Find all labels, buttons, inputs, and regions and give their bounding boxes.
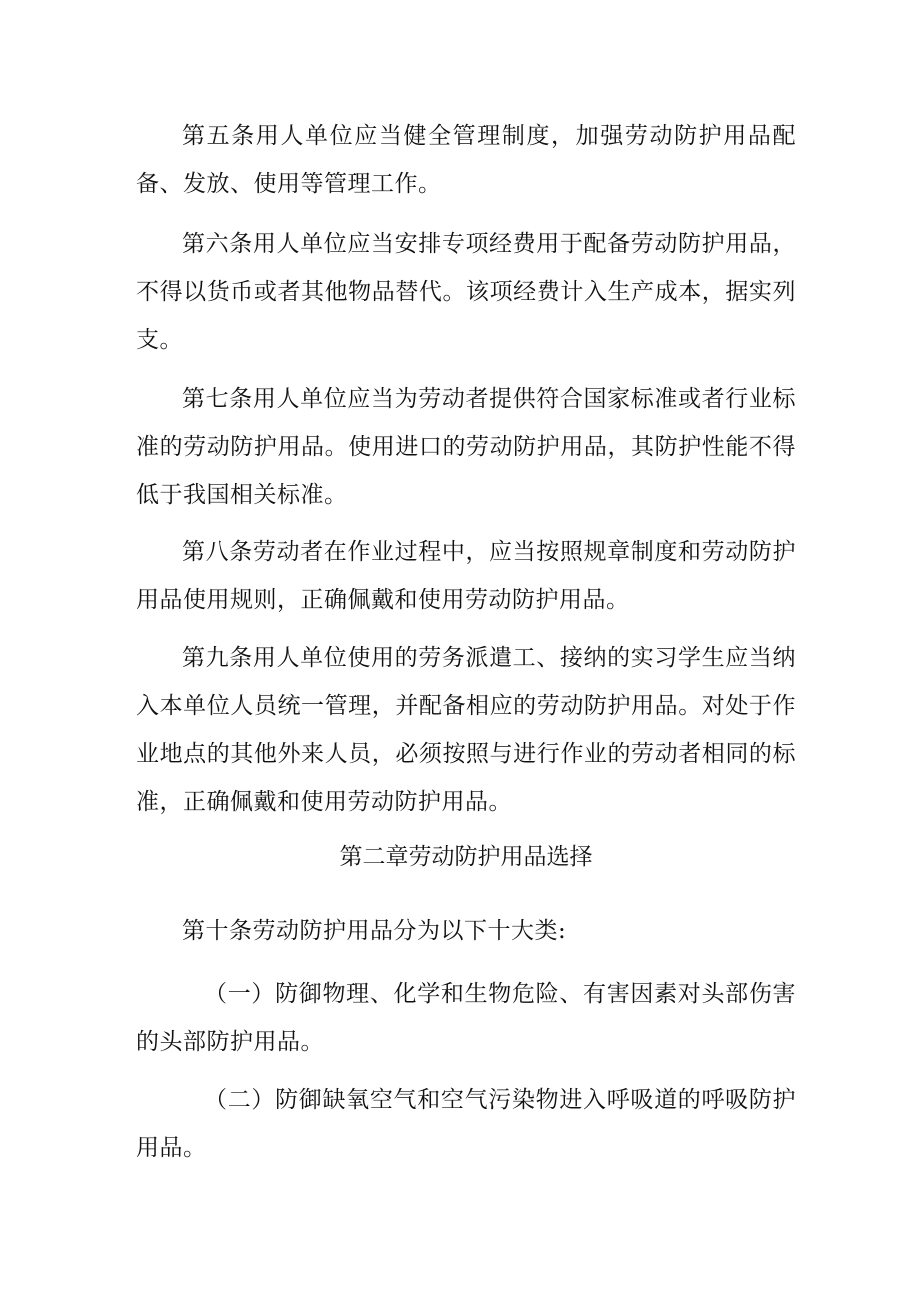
article-7-paragraph: 第七条用人单位应当为劳动者提供符合国家标准或者行业标准的劳动防护用品。使用进口的劳动防护用品，其防护性能不得低于我国相关标准。 [136, 386, 796, 508]
article-9-paragraph: 第九条用人单位使用的劳务派遣工、接纳的实习学生应当纳入本单位人员统一管理，并配备相应的劳动防护用品。对处于作业地点的其他外来人员，必须按照与进行作业的劳动者相同的标准，正确佩戴和使用劳动防护用品。 [136, 645, 796, 815]
article-10-paragraph: 第十条劳动防护用品分为以下十大类: [182, 918, 567, 944]
chapter-2-heading: 第二章劳动防护用品选择 [339, 844, 593, 870]
article-6-paragraph: 第六条用人单位应当安排专项经费用于配备劳动防护用品，不得以货币或者其他物品替代。该项经费计入生产成本，据实列支。 [136, 231, 796, 353]
article-8-paragraph: 第八条劳动者在作业过程中，应当按照规章制度和劳动防护用品使用规则，正确佩戴和使用劳动防护用品。 [136, 539, 796, 613]
list-item-2: （二）防御缺氧空气和空气污染物进入呼吸道的呼吸防护用品。 [136, 1087, 796, 1161]
list-item-1: （一）防御物理、化学和生物危险、有害因素对头部伤害的头部防护用品。 [136, 981, 796, 1055]
article-5-paragraph: 第五条用人单位应当健全管理制度，加强劳动防护用品配备、发放、使用等管理工作。 [136, 123, 796, 197]
